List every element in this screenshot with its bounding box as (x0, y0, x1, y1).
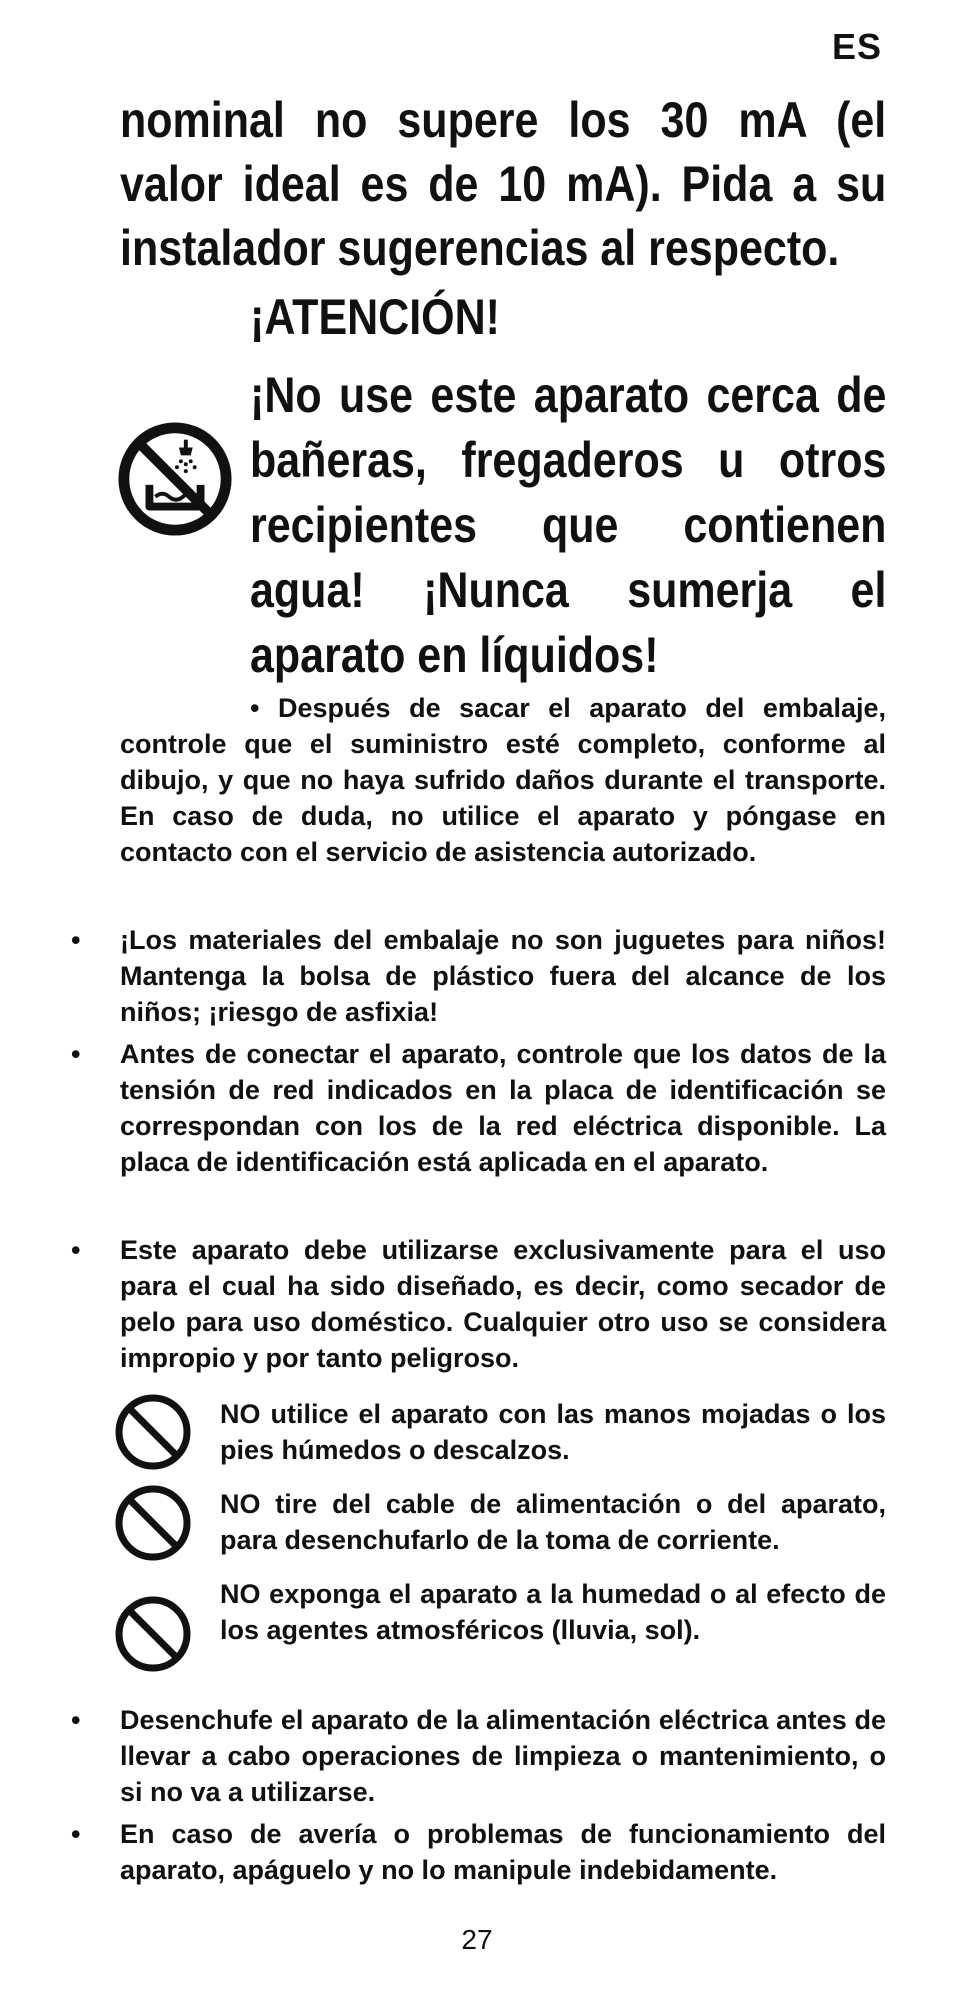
list-item (71, 1036, 886, 1180)
list-item-text: En caso de avería o problemas de funcionamiento del aparato, apáguelo y no lo manipule indebidamente. (120, 1819, 886, 1885)
list-item (71, 1232, 886, 1376)
prohibition-text: NO utilice el aparato con las manos mojadas o los pies húmedos o descalzos. (220, 1399, 886, 1465)
list-item-text: Este aparato debe utilizarse exclusivamente para el uso para el cual ha sido diseñado, es decir, como secador de pelo para uso doméstico. Cualquier otro uso se considera impropio y por tanto peligroso. (120, 1235, 886, 1373)
bullet-dot: • (71, 1039, 81, 1069)
prohibition-text: NO exponga el aparato a la humedad o al efecto de los agentes atmosféricos (lluvia, sol). (220, 1579, 886, 1645)
language-code: ES (831, 26, 882, 67)
prohibition-text: NO tire del cable de alimentación o del aparato, para desenchufarlo de la toma de corriente. (220, 1489, 886, 1555)
prohibition-icon (113, 1483, 193, 1563)
list-item-text: Desenchufe el aparato de la alimentación eléctrica antes de llevar a cabo operaciones de limpieza o mantenimiento, o si no va a utilizarse. (120, 1705, 886, 1807)
page-number: 27 (461, 1924, 493, 1955)
list-item-text: ¡Los materiales del embalaje no son juguetes para niños! Mantenga la bolsa de plástico fuera del alcance de los niños; ¡riesgo de asfixia! (120, 925, 886, 1027)
warning-title: ¡ATENCIÓN! (250, 289, 501, 345)
bullet-dot: • (71, 1819, 81, 1849)
warning-text: ¡No use este aparato cerca de bañeras, fregaderos u otros recipientes que contienen agua! ¡Nunca sumerja el aparato en líquidos! (250, 367, 887, 683)
list-item (71, 1702, 886, 1810)
list-item (71, 1816, 886, 1888)
intro-text: nominal no supere los 30 mA (el valor ideal es de 10 mA). Pida a su instalador sugerencias al respecto. (120, 92, 887, 276)
prohibition-icon (113, 1392, 193, 1472)
paragraph-unpacking: • Después de sacar el aparato del embalaje, controle que el suministro esté completo, conforme al dibujo, y que no haya sufrido daños durante el transporte. En caso de duda, no utilice el aparato y póngase en contacto con el servicio de asistencia autorizado. (120, 693, 886, 867)
no-bathtub-shower-icon (116, 420, 234, 538)
prohibition-icon (113, 1594, 193, 1674)
list-item-text: Antes de conectar el aparato, controle que los datos de la tensión de red indicados en la placa de identificación se correspondan con los de la red eléctrica disponible. La placa de identificación está aplicada en el aparato. (120, 1039, 886, 1177)
bullet-dot: • (71, 1705, 81, 1735)
bullet-dot: • (71, 925, 81, 955)
bullet-dot: • (71, 1235, 81, 1265)
list-item (71, 922, 886, 1030)
